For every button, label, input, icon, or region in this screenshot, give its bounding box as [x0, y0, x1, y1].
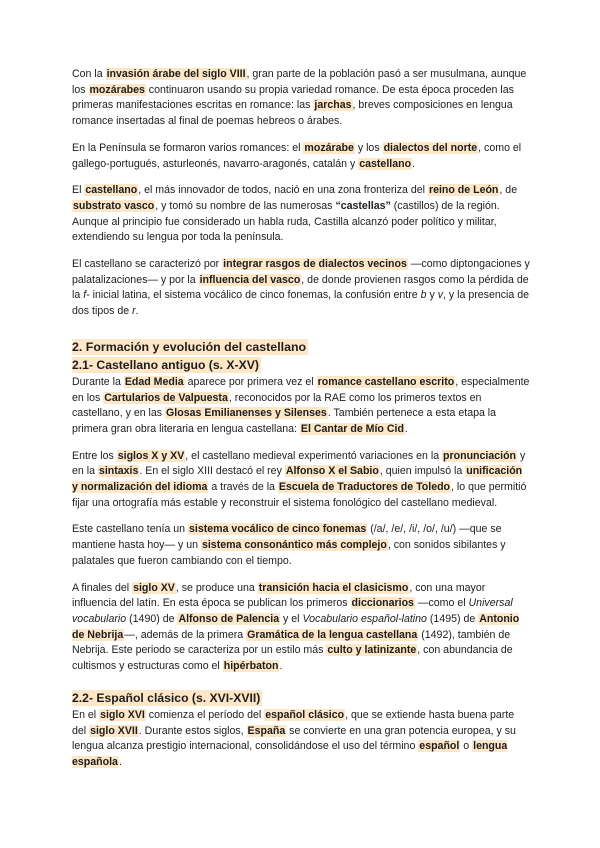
paragraph-romances: En la Península se formaron varios romances: el mozárabe y los dialectos del norte, como el gallego-portugués, asturleonés, navarro-aragonés, catalán y castellano.	[72, 141, 522, 170]
highlight: Gramática de la lengua castellana	[247, 628, 418, 641]
highlight: dialectos del norte	[383, 141, 478, 154]
highlight: unificación y normalización del idioma	[72, 465, 523, 494]
highlight: diccionarios	[351, 597, 414, 610]
highlight: siglo XVI	[100, 708, 145, 721]
highlight: sistema consonántico más complejo	[201, 539, 387, 552]
section-title: 2. Formación y evolución del castellano	[72, 339, 307, 354]
highlight: mozárabe	[304, 141, 354, 154]
highlight: sistema vocálico de cinco fonemas	[189, 523, 367, 536]
highlight: influencia del vasco	[199, 273, 301, 286]
highlight: invasión árabe del siglo VIII	[106, 68, 246, 80]
paragraph-castellano-features: El castellano se caracterizó por integrar rasgos de dialectos vecinos —como diptongaciones y palatalizaciones— y por la influencia del vasco, de donde provienen rasgos como la pérdida de la f- inicial latina, el sistema vocálico de cinco fonemas, la confusión entre b y v, y la presencia de dos tipos de r.	[72, 258, 530, 318]
quoted-term: “castellas”	[335, 199, 391, 212]
highlight: culto y latinizante	[327, 644, 417, 657]
highlight: Escuela de Traductores de Toledo	[278, 481, 451, 494]
highlight: jarchas	[314, 99, 352, 112]
subsection-title-espanol-clasico: 2.2- Español clásico (s. XVI-XVII)	[72, 690, 261, 705]
highlight: español clásico	[265, 708, 345, 721]
highlight: Glosas Emilianenses y Silenses	[166, 407, 327, 420]
subsection-title-castellano-antiguo: 2.1- Castellano antiguo (s. X-XV)	[72, 357, 259, 372]
paragraph-castellano-origin: El castellano, el más innovador de todos, nació en una zona fronteriza del reino de León, de substrato vasco, y tomó su nombre de las numerosas “castellas” (castillos) de la región. Aunque al principio fue considerado un habla ruda, Castilla alcanzó poder político y militar, extendiendo su lengua por toda la península.	[72, 184, 518, 244]
highlight: substrato vasco	[73, 199, 155, 212]
highlight: mozárabes	[89, 83, 145, 96]
highlight: transición hacia el clasicismo	[258, 581, 409, 594]
highlight: español	[419, 740, 460, 753]
highlight: España	[247, 724, 286, 737]
highlight: reino de León	[428, 184, 499, 197]
highlight: castellano	[359, 157, 412, 170]
paragraph-edad-media: Durante la Edad Media aparece por primera vez el romance castellano escrito, especialmente en los Cartularios de Valpuesta, reconocidos por la RAE como los primeros textos en castellano, y en las Glosas Emilianenses y Silenses. También pertenece a esta etapa la primera gran obra literaria en lengua castellana: El Cantar de Mío Cid.	[72, 375, 530, 435]
highlight: castellano	[85, 184, 138, 197]
paragraph-espanol-clasico: En el siglo XVI comienza el período del español clásico, que se extiende hasta buena parte del siglo XVII. Durante estos siglos, España se convierte en una gran potencia europea, y su lengua alcanza prestigio internacional, consolidándose el uso del término español o lengua española.	[72, 708, 516, 768]
highlight: Antonio de Nebrija	[72, 612, 520, 641]
highlight: siglos X y XV	[117, 449, 185, 462]
highlight: sintaxis	[98, 465, 139, 478]
highlight: siglo XVII	[90, 724, 138, 737]
highlight: pronunciación	[443, 449, 517, 462]
paragraph-sistema-vocalico: Este castellano tenía un sistema vocálico de cinco fonemas (/a/, /e/, /i/, /o/, /u/) —que se mantiene hasta hoy— y un sistema consonántico más complejo, con sonidos sibilantes y palatales que fueron cambiando con el tiempo.	[72, 523, 506, 567]
highlight: integrar rasgos de dialectos vecinos	[223, 258, 407, 271]
highlight: lengua española	[72, 740, 508, 768]
highlight: Alfonso X el Sabio	[285, 465, 379, 478]
highlight: Edad Media	[124, 375, 184, 388]
highlight: El Cantar de Mío Cid	[300, 422, 404, 435]
paragraph-castellano-medieval: Entre los siglos X y XV, el castellano medieval experimentó variaciones en la pronunciación y en la sintaxis. En el siglo XIII destacó el rey Alfonso X el Sabio, quien impulsó la unificación y normalización del idioma a través de la Escuela de Traductores de Toledo, lo que permitió fijar una ortografía más estable y reconstruir el sistema fonológico del castellano medieval.	[72, 449, 527, 509]
highlight: hipérbaton	[223, 660, 279, 673]
highlight: siglo XV	[133, 581, 175, 594]
paragraph-siglo-xv: A finales del siglo XV, se produce una transición hacia el clasicismo, con una mayor influencia del latín. En esta época se publican los primeros diccionarios —como el Universal vocabulario (1490) de Alfonso de Palencia y el Vocabulario español-latino (1495) de Antonio de Nebrija—, además de la primera Gramática de la lengua castellana (1492), también de Nebrija. Este periodo se caracteriza por un estilo más culto y latinizante, con abundancia de cultismos y estructuras como el hipérbaton.	[72, 581, 520, 673]
highlight: Cartularios de Valpuesta	[104, 391, 228, 404]
highlight: Alfonso de Palencia	[178, 612, 280, 625]
highlight: romance castellano escrito	[317, 375, 455, 388]
paragraph-arabic-invasion: Con la invasión árabe del siglo VIII, gran parte de la población pasó a ser musulmana, aunque los mozárabes continuaron usando su propia variedad romance. De esta época proceden las primeras manifestaciones escritas en romance: las jarchas, breves composiciones en lengua romance insertadas al final de poemas hebreos o árabes.	[72, 68, 527, 128]
